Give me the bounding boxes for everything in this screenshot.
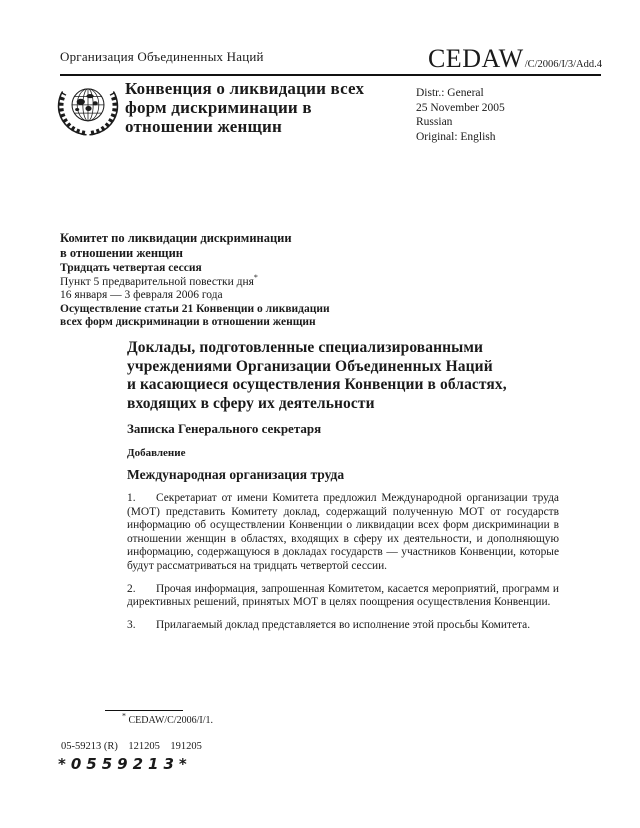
document-symbol-suffix: /C/2006/I/3/Add.4 — [524, 59, 602, 70]
distr-language: Russian — [416, 116, 453, 128]
un-emblem-icon — [54, 80, 122, 138]
distr-original: Original: English — [416, 130, 496, 143]
convention-title-line: форм дискриминации в — [125, 98, 312, 117]
agenda-item: Пункт 5 предварительной повестки дня* — [60, 272, 258, 288]
document-symbol-cedaw: CEDAW — [427, 44, 524, 73]
committee-name-line1: Комитет по ликвидации дискриминации — [60, 231, 292, 245]
print-job-line: 05-59213 (R) 121205 191205 — [61, 741, 202, 752]
document-title-line: учреждениями Организации Объединенных Наций — [127, 357, 493, 375]
paragraph-text: Прочая информация, запрошенная Комитетом, касается мероприятий, программ и директивных решений, принятых МОТ в целях поощрения осуществления Конвенции. — [127, 582, 559, 609]
document-title-line: и касающиеся осуществления Конвенции в областях, — [127, 376, 507, 393]
paragraph-2 — [127, 583, 559, 610]
un-org-name: Организация Объединенных Наций — [60, 49, 264, 64]
committee-block — [60, 231, 330, 330]
document-symbol — [428, 44, 602, 74]
header-rule — [60, 74, 601, 76]
paragraph-number: 2. — [127, 582, 136, 595]
footnote-text: CEDAW/C/2006/I/1. — [128, 715, 213, 726]
paragraph-number: 1. — [127, 492, 136, 504]
body-paragraphs — [127, 492, 559, 641]
footnote-marker: * — [122, 711, 126, 721]
distr-type: Distr.: General — [416, 87, 484, 99]
footnote-marker: * — [253, 272, 258, 282]
convention-title-line: отношении женщин — [125, 117, 283, 136]
document-subtitle: Записка Генерального секретаря — [127, 421, 322, 436]
session-dates: 16 января — 3 февраля 2006 года — [60, 289, 223, 301]
document-title — [127, 339, 507, 413]
distribution-block — [416, 86, 505, 144]
convention-title — [125, 79, 364, 136]
barcode-text: *0559213* — [58, 755, 192, 773]
footnote-rule — [105, 710, 183, 711]
paragraph-3 — [127, 619, 559, 633]
distr-date: 25 November 2005 — [416, 101, 505, 114]
paragraph-text: Прилагаемый доклад представляется во исполнение этой просьбы Комитета. — [156, 618, 531, 631]
convention-title-line: Конвенция о ликвидации всех — [125, 79, 365, 98]
section-heading: Международная организация труда — [127, 467, 345, 482]
session-title: Тридцать четвертая сессия — [60, 262, 202, 274]
paragraph-number: 3. — [127, 618, 136, 631]
paragraph-1 — [127, 492, 559, 574]
agenda-item-title-line1: Осуществление статьи 21 Конвенции о ликвидации — [60, 302, 330, 315]
addendum-label: Добавление — [127, 447, 186, 459]
document-title-line: входящих в сферу их деятельности — [127, 394, 375, 412]
footnote — [122, 711, 213, 726]
document-title-line: Доклады, подготовленные специализированными — [127, 339, 484, 356]
paragraph-text: Секретариат от имени Комитета предложил Международной организации труда (МОТ) представить Комитету доклад, содержащий полученную МОТ от государств информацию об осуществлении Конвенции о ликвидации всех форм дискриминации в отношении женщин в областях, входящих в сферу их деятельности, и дополняющую информацию, содержащуюся в докладах государств — участников Конвенции, которые будут рассматриваться на тридцать четвертой сессии. — [127, 492, 559, 572]
committee-name-line2: в отношении женщин — [60, 245, 183, 260]
agenda-item-title-line2: всех форм дискриминации в отношении женщин — [60, 316, 316, 328]
